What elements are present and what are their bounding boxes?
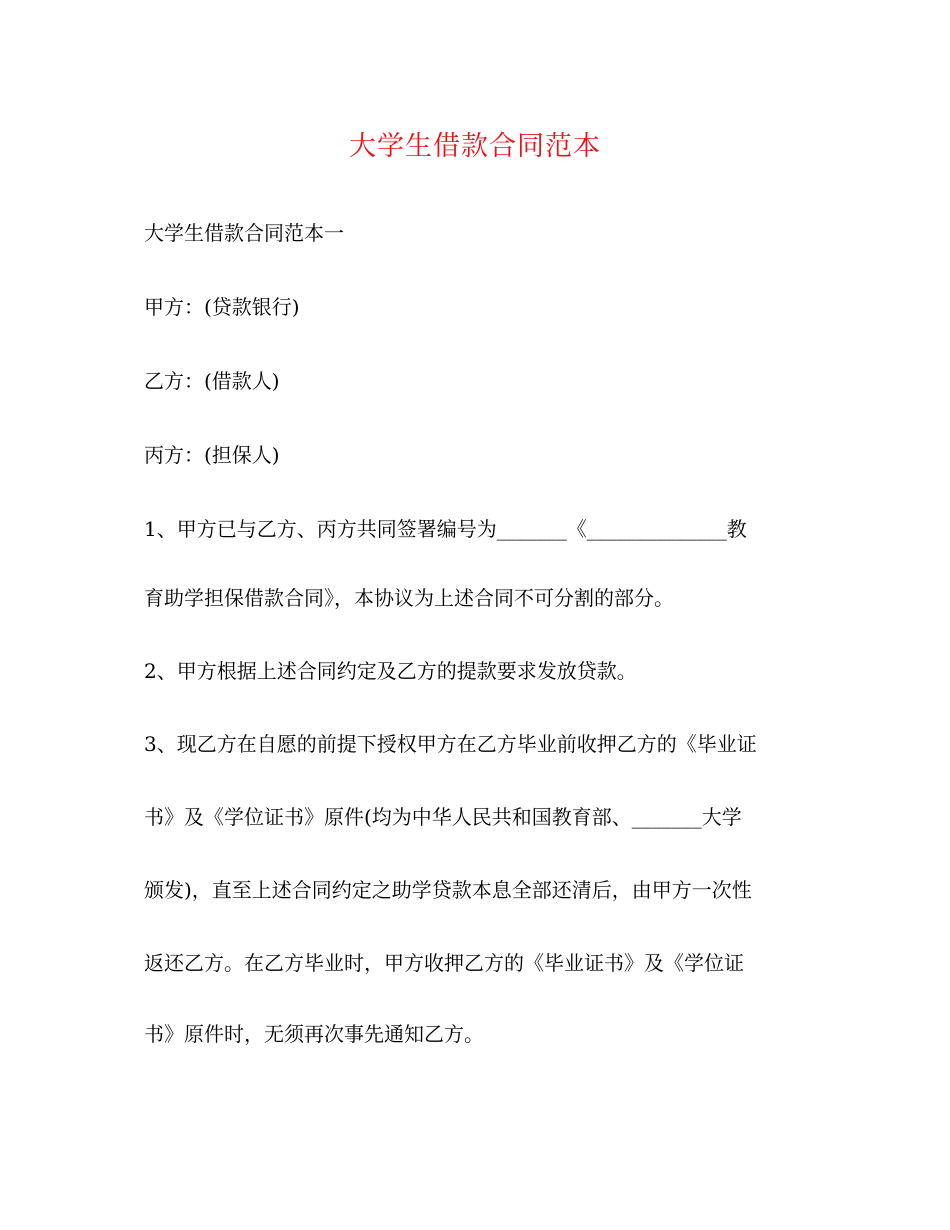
clause-3-line-5: 书》原件时，无须再次事先通知乙方。: [144, 1022, 484, 1046]
party-b-line: 乙方：(借款人): [144, 369, 280, 393]
clause-3-line-2: 书》及《学位证书》原件(均为中华人民共和国教育部、_______大学: [144, 805, 742, 829]
clause-3-line-4: 返还乙方。在乙方毕业时，甲方收押乙方的《毕业证书》及《学位证: [144, 951, 744, 975]
clause-1-line-1: 1、甲方已与乙方、丙方共同签署编号为_______《______________教: [144, 517, 747, 541]
clause-3-line-1: 3、现乙方在自愿的前提下授权甲方在乙方毕业前收押乙方的《毕业证: [144, 732, 757, 756]
clause-1-line-2: 育助学担保借款合同》，本协议为上述合同不可分割的部分。: [144, 586, 674, 610]
clause-2-line-1: 2、甲方根据上述合同约定及乙方的提款要求发放贷款。: [144, 659, 637, 683]
clause-3-line-3: 颁发)，直至上述合同约定之助学贷款本息全部还清后，由甲方一次性: [144, 878, 752, 902]
section-heading: 大学生借款合同范本一: [144, 221, 344, 245]
party-a-line: 甲方：(贷款银行): [144, 295, 300, 319]
document-title: 大学生借款合同范本: [349, 131, 601, 162]
party-c-line: 丙方：(担保人): [144, 443, 280, 467]
